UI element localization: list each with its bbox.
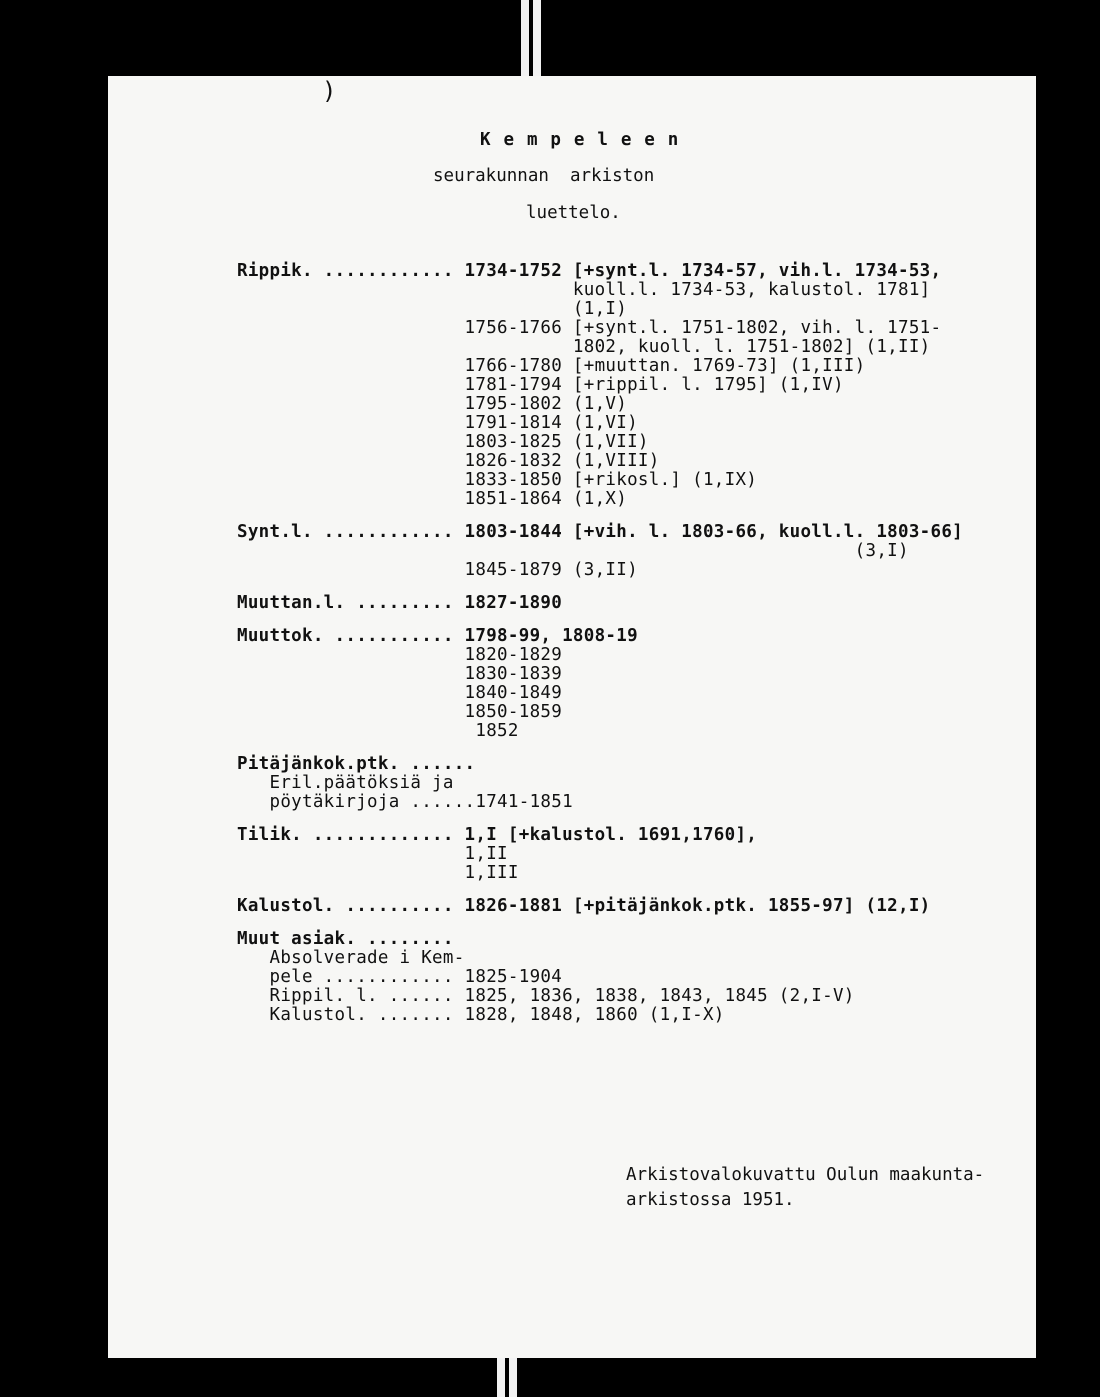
archive-list-line: 1803-1825 (1,VII)	[237, 432, 649, 452]
margin-mark: )	[322, 77, 337, 105]
archive-list-line: Muuttok. ........... 1798-99, 1808-19	[237, 626, 638, 646]
archive-list-line: Eril.päätöksiä ja	[237, 773, 454, 793]
archive-list-line: 1852	[237, 721, 519, 741]
archive-list-line: kuoll.l. 1734-53, kalustol. 1781]	[237, 280, 931, 300]
archive-list-line: (1,I)	[237, 299, 628, 319]
document-page	[108, 76, 1036, 1358]
archive-list-line: Pitäjänkok.ptk. ......	[237, 754, 476, 774]
archive-list-line: Tilik. ............. 1,I [+kalustol. 1691,1760],	[237, 825, 758, 845]
archive-list-line: 1850-1859	[237, 702, 563, 722]
archive-list-line: 1833-1850 [+rikosl.] (1,IX)	[237, 470, 758, 490]
archive-list-line: 1795-1802 (1,V)	[237, 394, 628, 414]
film-mark-bottom-right	[509, 1358, 517, 1397]
archive-list-line: 1820-1829	[237, 645, 563, 665]
film-mark-bottom-left	[497, 1358, 505, 1397]
archive-list-line: Synt.l. ............ 1803-1844 [+vih. l. 1803-66, kuoll.l. 1803-66]	[237, 522, 964, 542]
archive-list-line: 1802, kuoll. l. 1751-1802] (1,II)	[237, 337, 931, 357]
archive-list-line: 1840-1849	[237, 683, 563, 703]
title-line-1: K e m p e l e e n	[480, 130, 680, 150]
archive-list-line: 1845-1879 (3,II)	[237, 560, 638, 580]
archive-list-line: 1781-1794 [+rippil. l. 1795] (1,IV)	[237, 375, 844, 395]
archive-list-line: 1830-1839	[237, 664, 563, 684]
archive-list-line: pöytäkirjoja ......1741-1851	[237, 792, 573, 812]
archive-list-line: Muuttan.l. ......... 1827-1890	[237, 593, 563, 613]
archive-list-line: 1826-1832 (1,VIII)	[237, 451, 660, 471]
film-mark-top-right	[533, 0, 541, 76]
title-line-2: seurakunnan arkiston	[433, 166, 655, 186]
archive-list-line: 1766-1780 [+muuttan. 1769-73] (1,III)	[237, 356, 866, 376]
archive-list-line: Muut asiak. ........	[237, 929, 454, 949]
archive-list-line: 1,II	[237, 844, 508, 864]
archive-list-line: Kalustol. ....... 1828, 1848, 1860 (1,I-X)	[237, 1005, 725, 1025]
film-mark-top-left	[521, 0, 529, 76]
archive-list-line: 1791-1814 (1,VI)	[237, 413, 638, 433]
archive-list-line: (3,I)	[237, 541, 909, 561]
archive-list-line: Rippik. ............ 1734-1752 [+synt.l. 1734-57, vih.l. 1734-53,	[237, 261, 942, 281]
footer-line-1: Arkistovalokuvattu Oulun maakunta-	[626, 1165, 985, 1185]
archive-list-line: Kalustol. .......... 1826-1881 [+pitäjänkok.ptk. 1855-97] (12,I)	[237, 896, 931, 916]
archive-list-line: 1756-1766 [+synt.l. 1751-1802, vih. l. 1751-	[237, 318, 942, 338]
archive-list-line: Absolverade i Kem-	[237, 948, 465, 968]
footer-line-2: arkistossa 1951.	[626, 1190, 795, 1210]
archive-list-line: pele ............ 1825-1904	[237, 967, 563, 987]
title-line-3: luettelo.	[526, 203, 621, 223]
archive-list-line: Rippil. l. ...... 1825, 1836, 1838, 1843, 1845 (2,I-V)	[237, 986, 855, 1006]
archive-list-line: 1,III	[237, 863, 519, 883]
archive-list-line: 1851-1864 (1,X)	[237, 489, 628, 509]
